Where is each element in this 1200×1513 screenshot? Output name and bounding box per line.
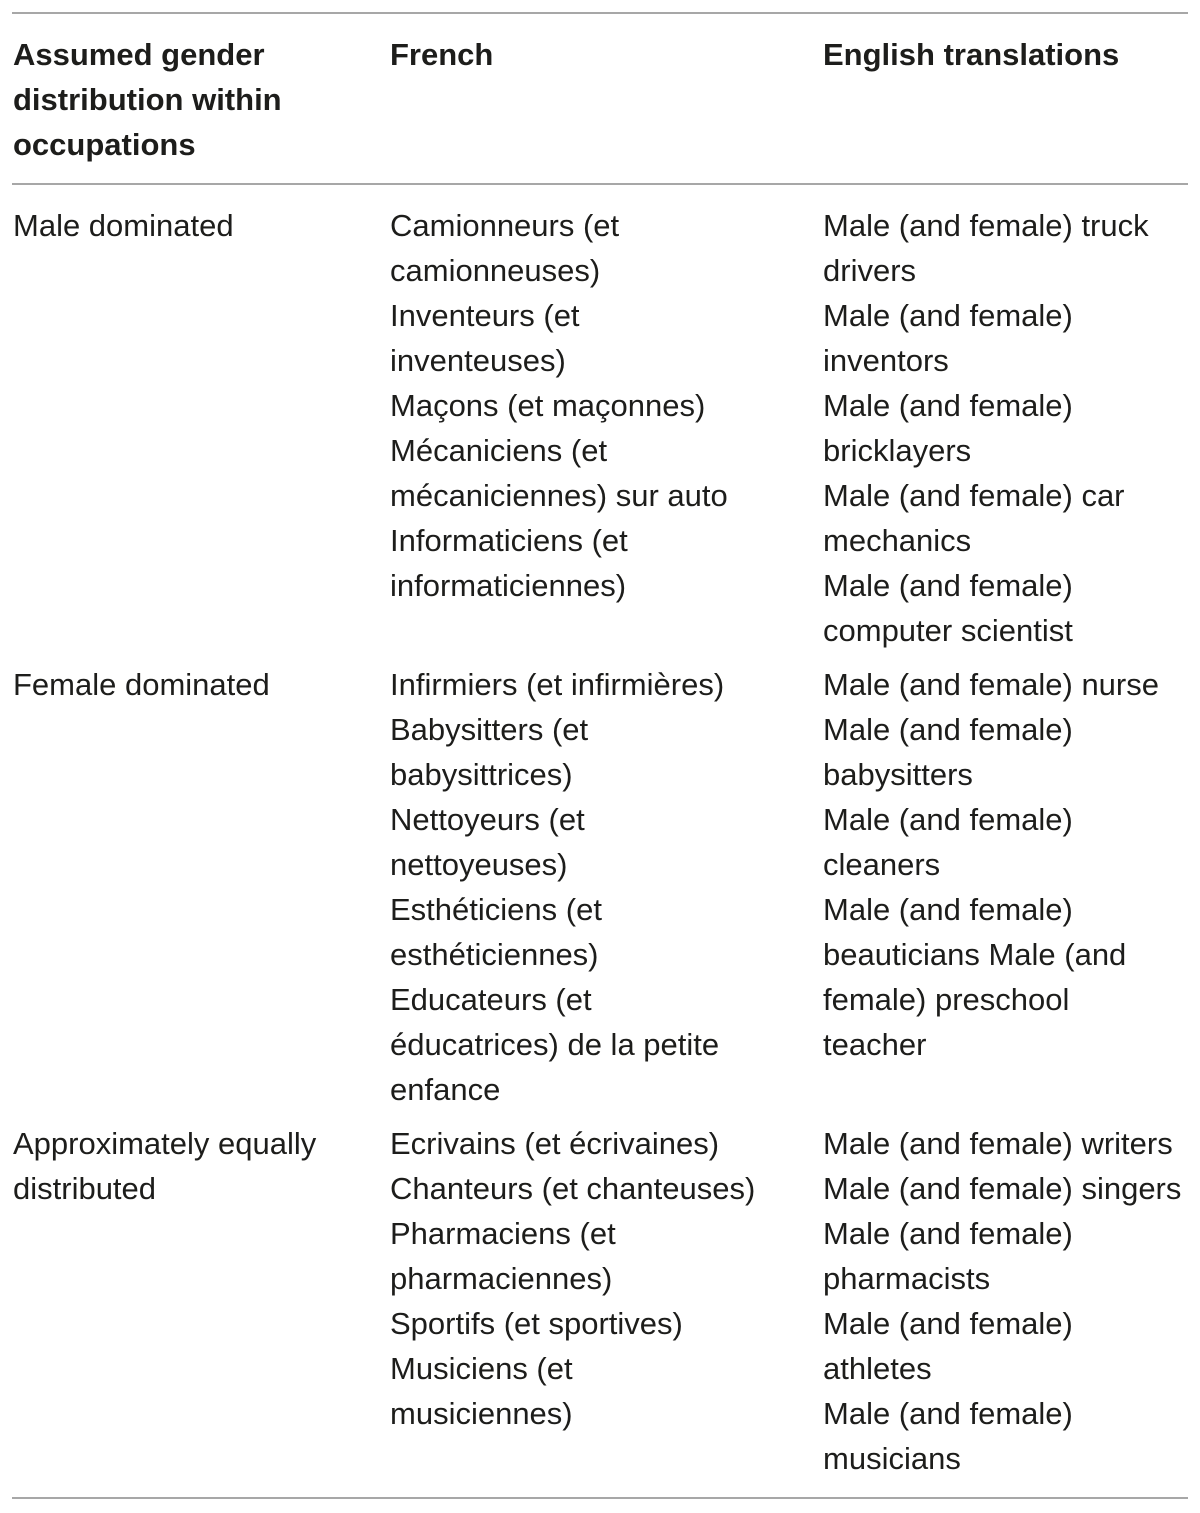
header-french: French [390,37,494,72]
french-line: esthéticiennes) [390,937,599,972]
row-equal-english [823,1121,1181,1481]
english-line: beauticians Male (and [823,937,1127,972]
english-line: inventors [823,343,949,378]
french-line: éducatrices) de la petite [390,1027,720,1062]
row-equal-french [390,1121,755,1436]
english-line: Male (and female) truck [823,208,1149,243]
header-category-line: Assumed gender [13,37,265,72]
english-line: teacher [823,1027,927,1062]
french-line: Inventeurs (et [390,298,580,333]
english-line: Male (and female) [823,298,1073,333]
english-line: Male (and female) [823,1216,1073,1251]
french-line: Mécaniciens (et [390,433,608,468]
french-line: nettoyeuses) [390,847,568,882]
french-line: babysittrices) [390,757,573,792]
row-male-dominated-english [823,203,1149,653]
french-line: enfance [390,1072,501,1107]
row-female-dominated-category [13,662,270,707]
english-line: mechanics [823,523,972,558]
french-line: inventeuses) [390,343,566,378]
english-line: Male (and female) singers [823,1171,1182,1206]
row-female-dominated-french [390,662,724,1112]
english-line: pharmacists [823,1261,991,1296]
english-line: Male (and female) [823,568,1073,603]
english-line: computer scientist [823,613,1073,648]
table-bottom-rule [12,1497,1188,1499]
french-line: mécaniciennes) sur auto [390,478,728,513]
french-line: Educateurs (et [390,982,592,1017]
row-male-dominated-french [390,203,728,608]
french-line: camionneuses) [390,253,601,288]
english-line: Male (and female) [823,1396,1073,1431]
category-line: Female dominated [13,667,270,702]
row-male-dominated-category [13,203,234,248]
english-line: Male (and female) nurse [823,667,1159,702]
french-line: pharmaciennes) [390,1261,613,1296]
category-line: Male dominated [13,208,234,243]
english-line: musicians [823,1441,961,1476]
table-top-rule [12,12,1188,14]
row-female-dominated-english [823,662,1159,1067]
header-english: English translations [823,37,1120,72]
english-line: Male (and female) writers [823,1126,1173,1161]
english-line: female) preschool [823,982,1070,1017]
french-line: Musiciens (et [390,1351,573,1386]
french-line: informaticiennes) [390,568,627,603]
french-line: Informaticiens (et [390,523,628,558]
english-line: bricklayers [823,433,972,468]
category-line: distributed [13,1171,157,1206]
english-line: babysitters [823,757,973,792]
french-line: Nettoyeurs (et [390,802,585,837]
english-line: athletes [823,1351,932,1386]
french-line: Maçons (et maçonnes) [390,388,706,423]
table-header-rule [12,183,1188,185]
english-line: Male (and female) [823,388,1073,423]
english-line: drivers [823,253,917,288]
english-line: cleaners [823,847,941,882]
english-line: Male (and female) car [823,478,1125,513]
english-line: Male (and female) [823,712,1073,747]
french-line: Infirmiers (et infirmières) [390,667,725,702]
row-equal-category [13,1121,316,1211]
header-category [13,32,282,167]
french-line: musiciennes) [390,1396,573,1431]
header-category-line: occupations [13,127,196,162]
french-line: Babysitters (et [390,712,589,747]
english-line: Male (and female) [823,1306,1073,1341]
category-line: Approximately equally [13,1126,317,1161]
french-line: Camionneurs (et [390,208,620,243]
french-line: Esthéticiens (et [390,892,602,927]
french-line: Ecrivains (et écrivaines) [390,1126,720,1161]
english-line: Male (and female) [823,892,1073,927]
french-line: Pharmaciens (et [390,1216,616,1251]
french-line: Sportifs (et sportives) [390,1306,683,1341]
english-line: Male (and female) [823,802,1073,837]
header-category-line: distribution within [13,82,282,117]
french-line: Chanteurs (et chanteuses) [390,1171,756,1206]
